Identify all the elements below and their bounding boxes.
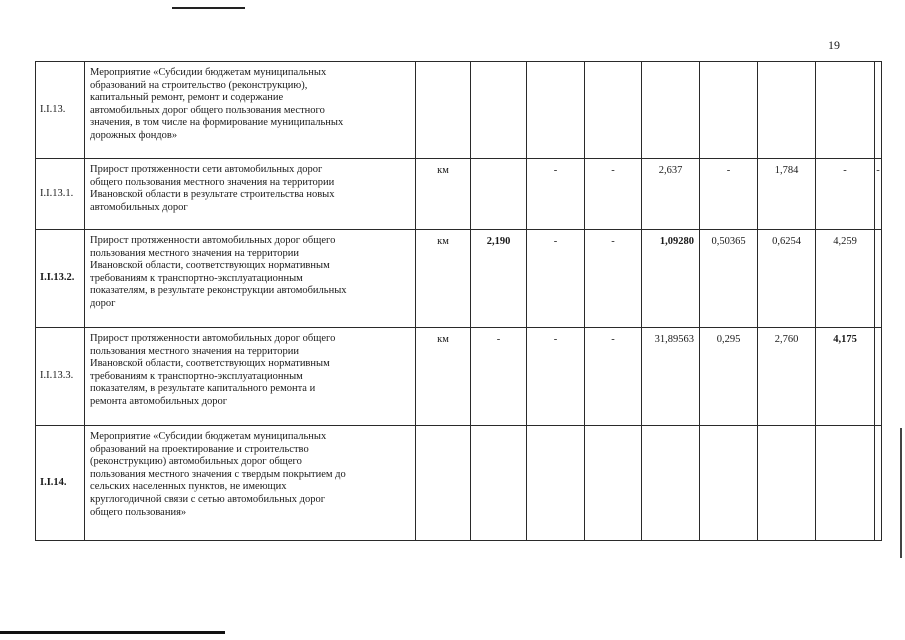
row-code: I.I.13.2.: [36, 230, 85, 328]
value-cell: [758, 62, 816, 159]
value-cell: 31,89563: [642, 328, 700, 426]
value-cell: 2,190: [471, 230, 527, 328]
value-cell: 2,637: [642, 159, 700, 230]
row-unit: [416, 426, 471, 541]
table-row: [36, 159, 882, 230]
value-cell: [471, 426, 527, 541]
header-rule: [172, 7, 245, 9]
row-code: I.I.13.1.: [36, 159, 85, 230]
row-description: Прирост протяженности автомобильных дорог общего пользования местного значения на территории Ивановской области, соответствующих нормативным требованиям к транспортно-эксплуатационным показателям, в результате капитального ремонта и ремонта автомобильных дорог: [85, 328, 416, 426]
row-description: Прирост протяженности сети автомобильных дорог общего пользования местного значения на территории Ивановской области в результате строительства новых автомобильных дорог: [85, 159, 416, 230]
value-cell: 0,50365: [700, 230, 758, 328]
value-cell: -: [527, 328, 585, 426]
value-cell: [700, 62, 758, 159]
value-cell: 4,175: [816, 328, 875, 426]
value-cell: -: [700, 159, 758, 230]
table-row: [36, 426, 882, 541]
row-description: Мероприятие «Субсидии бюджетам муниципальных образований на строительство (реконструкцию), капитальный ремонт, ремонт и содержание автомобильных дорог общего пользования местного значения, в том числе на формирование муниципальных дорожных фондов»: [85, 62, 416, 159]
value-cell: [875, 62, 882, 159]
value-cell: [585, 426, 642, 541]
row-code: I.I.14.: [36, 426, 85, 541]
row-unit: км: [416, 230, 471, 328]
value-cell: -: [527, 159, 585, 230]
value-cell: 0,295: [700, 328, 758, 426]
value-cell: [471, 159, 527, 230]
row-unit: км: [416, 328, 471, 426]
footer-rule: [0, 631, 225, 634]
value-cell: 4,259: [816, 230, 875, 328]
value-cell: -: [816, 159, 875, 230]
value-cell: [527, 426, 585, 541]
value-cell: 1,784: [758, 159, 816, 230]
indicators-table: [35, 61, 882, 541]
value-cell: [700, 426, 758, 541]
value-cell: [875, 328, 882, 426]
value-cell: [816, 62, 875, 159]
row-unit: км: [416, 159, 471, 230]
value-cell: [642, 62, 700, 159]
page-number: 19: [828, 38, 840, 52]
value-cell: -: [527, 230, 585, 328]
row-description: Мероприятие «Субсидии бюджетам муниципальных образований на проектирование и строительство (реконструкцию) автомобильных дорог общего пользования местного значения с твердым покрытием до сельских населенных пунктов, не имеющих круглогодичной связи с сетью автомобильных дорог общего пользования»: [85, 426, 416, 541]
value-cell: -: [585, 230, 642, 328]
row-unit: [416, 62, 471, 159]
value-cell: [527, 62, 585, 159]
table-row: [36, 328, 882, 426]
value-cell: [875, 230, 882, 328]
row-code: I.I.13.: [36, 62, 85, 159]
row-description: Прирост протяженности автомобильных дорог общего пользования местного значения на территории Ивановской области, соответствующих нормативным требованиям к транспортно-эксплуатационным показателям, в результате реконструкции автомобильных дорог: [85, 230, 416, 328]
value-cell: -: [585, 159, 642, 230]
value-cell: [875, 426, 882, 541]
value-cell: [585, 62, 642, 159]
value-cell: -: [875, 159, 882, 230]
value-cell: [758, 426, 816, 541]
row-code: I.I.13.3.: [36, 328, 85, 426]
value-cell: 2,760: [758, 328, 816, 426]
value-cell: [471, 62, 527, 159]
value-cell: -: [471, 328, 527, 426]
scan-edge-mark: [900, 428, 902, 558]
value-cell: [816, 426, 875, 541]
value-cell: 0,6254: [758, 230, 816, 328]
table-row: [36, 62, 882, 159]
value-cell: [642, 426, 700, 541]
value-cell: 1,09280: [642, 230, 700, 328]
table-row: [36, 230, 882, 328]
value-cell: -: [585, 328, 642, 426]
